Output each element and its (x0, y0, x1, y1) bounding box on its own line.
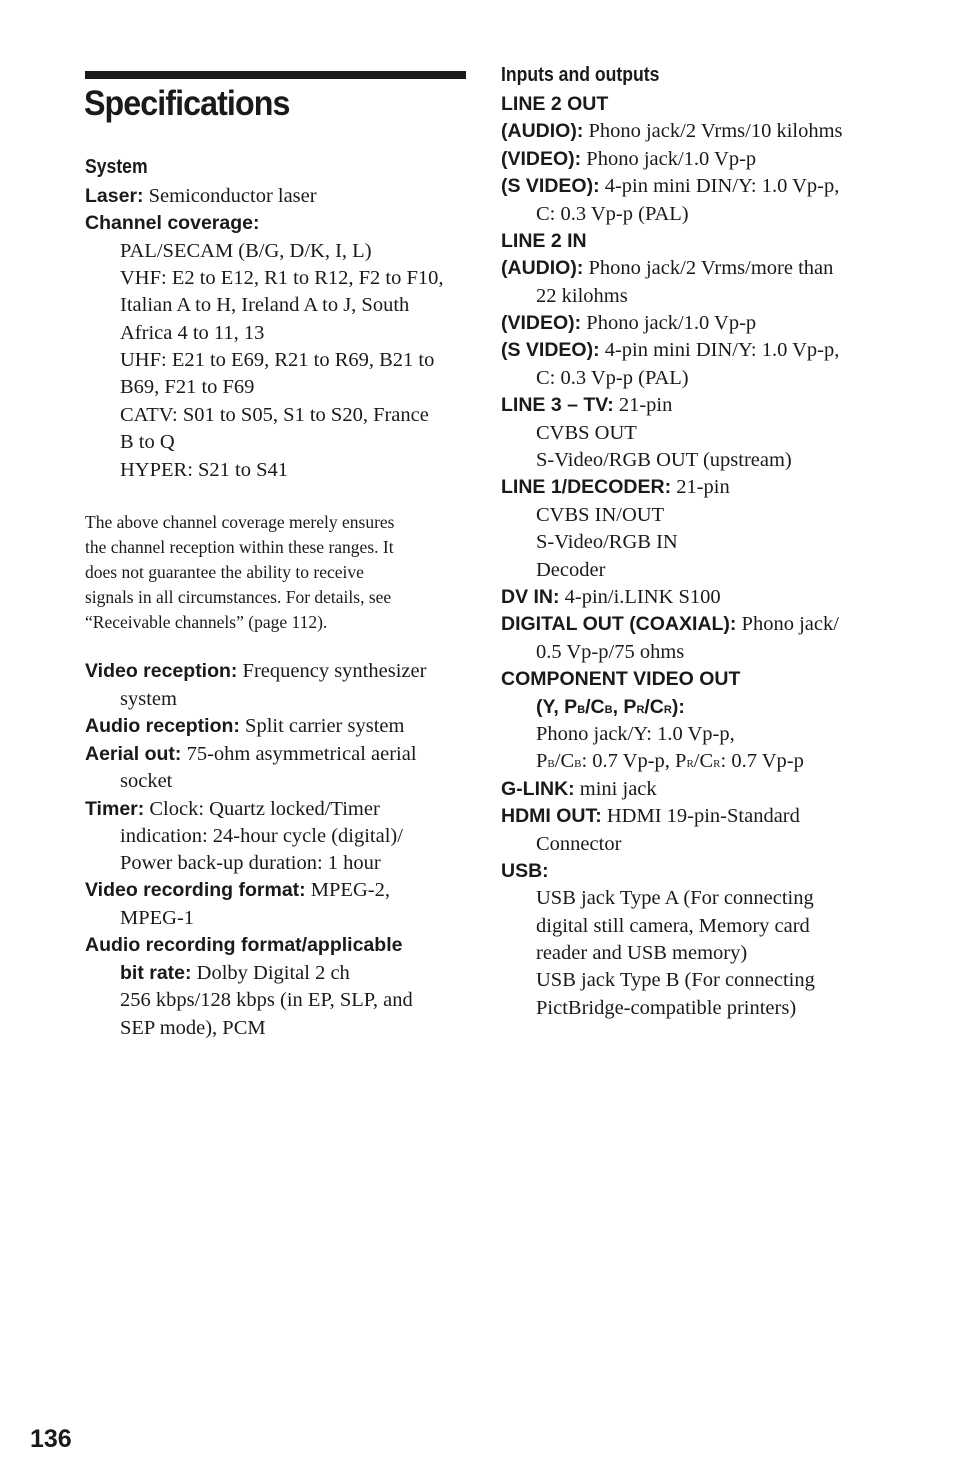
video-reception-value-cont: system (120, 688, 177, 710)
usb-line: USB jack Type A (For connecting (536, 887, 814, 909)
subscript-b: B (577, 704, 586, 716)
video-reception-spec (85, 658, 426, 685)
line2-in-audio-value: Phono jack/2 Vrms/more than (588, 257, 834, 279)
dv-in-key: DV IN: (501, 586, 560, 608)
timer-key: Timer: (85, 798, 145, 820)
channel-line: B to Q (120, 431, 175, 453)
audio-recording-format-value-cont: 256 kbps/128 kbps (in EP, SLP, and (120, 989, 413, 1011)
note-line: “Receivable channels” (page 112). (85, 612, 328, 632)
channel-line: B69, F21 to F69 (120, 376, 255, 398)
hdmi-out-value: HDMI 19-pin-Standard (606, 805, 800, 827)
hdmi-out-key: HDMI OUT: (501, 805, 602, 827)
usb-line: digital still camera, Memory card (536, 915, 810, 937)
line1-decoder-key: LINE 1/DECODER: (501, 476, 672, 498)
inputs-outputs-heading: Inputs and outputs (501, 64, 660, 86)
line2-out-svideo-value: 4-pin mini DIN/Y: 1.0 Vp-p, (604, 175, 840, 197)
digital-out-value: Phono jack/ (741, 613, 839, 635)
channel-line: CATV: S01 to S05, S1 to S20, France (120, 404, 429, 426)
component-key-part: ): (671, 696, 685, 718)
note-line: The above channel coverage merely ensures (85, 512, 395, 532)
note-line: the channel reception within these ranges. It (85, 537, 394, 557)
g-link-value: mini jack (579, 778, 657, 800)
component-key-part: (Y, P (536, 696, 578, 718)
component-key-part: /C (585, 696, 605, 718)
hdmi-out-value-cont: Connector (536, 833, 622, 855)
digital-out-key: DIGITAL OUT (COAXIAL): (501, 613, 737, 635)
usb-heading (501, 858, 549, 885)
subscript-r: R (686, 758, 694, 770)
svideo-key: (S VIDEO): (501, 175, 600, 197)
g-link-key: G-LINK: (501, 778, 575, 800)
channel-line: UHF: E21 to E69, R21 to R69, B21 to (120, 349, 435, 371)
video-recording-format-spec (85, 877, 390, 904)
channel-line: VHF: E2 to E12, R1 to R12, F2 to F10, (120, 267, 444, 289)
channel-coverage-label: Channel coverage: (85, 212, 260, 234)
line3-tv-value-cont: S-Video/RGB OUT (upstream) (536, 449, 792, 471)
dv-in-value: 4-pin/i.LINK S100 (564, 586, 721, 608)
page-title: Specifications (84, 84, 290, 123)
channel-line: Italian A to H, Ireland A to J, South (120, 294, 410, 316)
dv-in-spec (501, 584, 721, 611)
svideo-key: (S VIDEO): (501, 339, 600, 361)
video-reception-key: Video reception: (85, 660, 238, 682)
line1-decoder-value: 21-pin (676, 476, 730, 498)
line2-in-svideo-value-cont: C: 0.3 Vp-p (PAL) (536, 367, 689, 389)
line3-tv-spec (501, 392, 672, 419)
line2-out-heading (501, 91, 608, 118)
audio-recording-format-spec (120, 960, 350, 987)
component-key-part: , P (612, 696, 637, 718)
line2-in-svideo-spec (501, 337, 839, 364)
line1-decoder-spec (501, 474, 730, 501)
line2-out-audio-spec (501, 118, 843, 145)
channel-line: HYPER: S21 to S41 (120, 459, 289, 481)
aerial-out-key: Aerial out: (85, 743, 182, 765)
line2-out-label: LINE 2 OUT (501, 93, 609, 115)
subscript-b: B (604, 704, 613, 716)
line2-in-audio-value-cont: 22 kilohms (536, 285, 628, 307)
line2-in-video-spec (501, 310, 756, 337)
audio-key: (AUDIO): (501, 257, 584, 279)
subscript-r: R (636, 704, 645, 716)
laser-spec (85, 183, 317, 210)
audio-recording-format-value: Dolby Digital 2 ch (196, 962, 350, 984)
audio-reception-value: Split carrier system (245, 715, 405, 737)
component-video-key (536, 694, 685, 724)
video-recording-format-value: MPEG-2, (310, 879, 390, 901)
line2-in-video-value: Phono jack/1.0 Vp-p (586, 312, 757, 334)
timer-spec (85, 796, 380, 823)
subscript-r: R (713, 758, 721, 770)
title-rule (85, 71, 466, 79)
component-value-part: P (536, 750, 548, 772)
component-value-part: : 0.7 Vp-p, P (581, 750, 687, 772)
system-heading: System (85, 156, 148, 178)
aerial-out-value: 75-ohm asymmetrical aerial (186, 743, 417, 765)
video-reception-value: Frequency synthesizer (242, 660, 427, 682)
usb-line: reader and USB memory) (536, 942, 748, 964)
channel-coverage-key (85, 210, 259, 237)
line2-out-audio-value: Phono jack/2 Vrms/10 kilohms (588, 120, 843, 142)
component-value-part: /C (554, 750, 575, 772)
component-value-part: : 0.7 Vp-p (720, 750, 804, 772)
subscript-b: B (547, 758, 555, 770)
audio-reception-key: Audio reception: (85, 715, 240, 737)
aerial-out-value-cont: socket (120, 770, 173, 792)
video-recording-format-key: Video recording format: (85, 879, 306, 901)
line2-out-svideo-spec (501, 173, 839, 200)
subscript-r: R (663, 704, 672, 716)
line1-decoder-value-cont: Decoder (536, 559, 606, 581)
line2-in-audio-spec (501, 255, 833, 282)
component-video-value: Phono jack/Y: 1.0 Vp-p, (536, 723, 735, 745)
line3-tv-value: 21-pin (618, 394, 673, 416)
component-key-part: /C (644, 696, 664, 718)
audio-recording-format-value-cont: SEP mode), PCM (120, 1017, 266, 1039)
line2-out-video-value: Phono jack/1.0 Vp-p (586, 148, 757, 170)
channel-line: Africa 4 to 11, 13 (120, 322, 265, 344)
digital-out-value-cont: 0.5 Vp-p/75 ohms (536, 641, 685, 663)
audio-key: (AUDIO): (501, 120, 584, 142)
audio-reception-spec (85, 713, 404, 740)
line2-in-label: LINE 2 IN (501, 230, 587, 252)
note-line: signals in all circumstances. For details, see (85, 587, 392, 607)
timer-value-cont: indication: 24-hour cycle (digital)/ (120, 825, 403, 847)
component-video-label: COMPONENT VIDEO OUT (501, 668, 741, 690)
line1-decoder-value-cont: S-Video/RGB IN (536, 531, 678, 553)
video-key: (VIDEO): (501, 312, 582, 334)
usb-line: PictBridge-compatible printers) (536, 997, 797, 1019)
line3-tv-key: LINE 3 – TV: (501, 394, 614, 416)
usb-label: USB: (501, 860, 549, 882)
page-number: 136 (30, 1425, 72, 1453)
component-video-heading (501, 666, 740, 693)
subscript-b: B (574, 758, 582, 770)
g-link-spec (501, 776, 657, 803)
timer-value: Clock: Quartz locked/Timer (149, 798, 380, 820)
component-video-value-cont (536, 748, 804, 778)
note-line: does not guarantee the ability to receive (85, 562, 364, 582)
line3-tv-value-cont: CVBS OUT (536, 422, 637, 444)
line2-in-heading (501, 228, 587, 255)
line2-in-svideo-value: 4-pin mini DIN/Y: 1.0 Vp-p, (604, 339, 840, 361)
bit-rate-key: bit rate: (120, 962, 192, 984)
video-recording-format-value-cont: MPEG-1 (120, 907, 195, 929)
usb-line: USB jack Type B (For connecting (536, 969, 815, 991)
video-key: (VIDEO): (501, 148, 582, 170)
line2-out-video-spec (501, 146, 756, 173)
audio-recording-format-label: Audio recording format/applicable (85, 934, 403, 956)
line1-decoder-value-cont: CVBS IN/OUT (536, 504, 665, 526)
audio-recording-format-key (85, 932, 402, 959)
laser-key: Laser: (85, 185, 144, 207)
component-value-part: /C (693, 750, 714, 772)
hdmi-out-spec (501, 803, 800, 830)
timer-value-cont: Power back-up duration: 1 hour (120, 852, 381, 874)
digital-out-spec (501, 611, 839, 638)
channel-line: PAL/SECAM (B/G, D/K, I, L) (120, 240, 372, 262)
laser-value: Semiconductor laser (148, 185, 317, 207)
aerial-out-spec (85, 741, 417, 768)
line2-out-svideo-value-cont: C: 0.3 Vp-p (PAL) (536, 203, 689, 225)
